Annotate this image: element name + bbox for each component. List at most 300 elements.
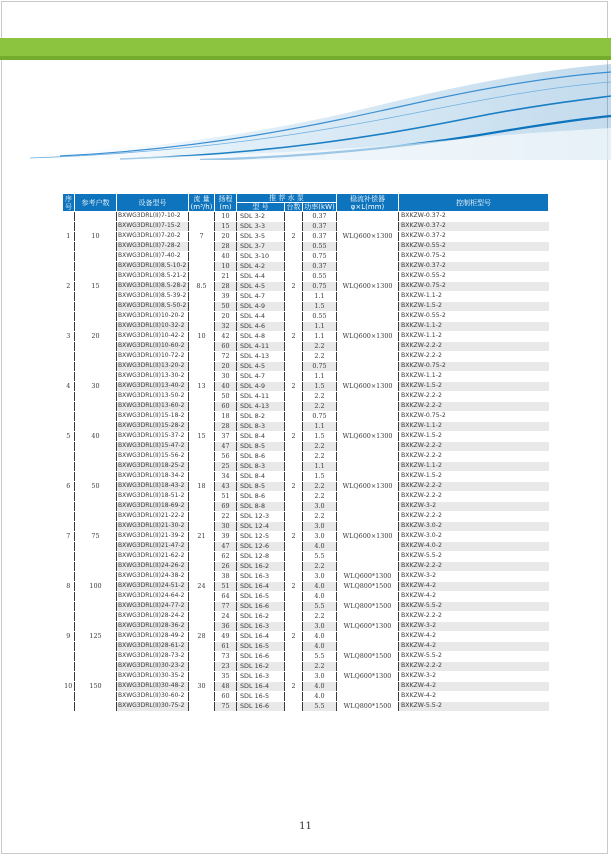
cell-head: 48 [215, 682, 237, 692]
cell-pump-type: SDL 12-4 [237, 522, 285, 532]
cell-households [75, 212, 117, 222]
cell-cabinet: BXKZW-1.5-2 [399, 472, 549, 482]
cell-model: BXWG3DRL(II)18-69-2 [117, 502, 189, 512]
cell-cabinet: BXKZW-0.75-2 [399, 412, 549, 422]
table-row [63, 472, 549, 482]
table-row [63, 512, 549, 522]
cell-flow [189, 552, 215, 562]
cell-seq [63, 562, 75, 572]
cell-head: 30 [215, 372, 237, 382]
cell-households [75, 252, 117, 262]
cell-flow [189, 242, 215, 252]
cell-pump-count: 2 [285, 432, 303, 442]
cell-pump-type: SDL 16-2 [237, 662, 285, 672]
cell-stabilizer [337, 222, 399, 232]
cell-seq [63, 502, 75, 512]
cell-flow: 13 [189, 382, 215, 392]
cell-pump-type: SDL 4-8 [237, 332, 285, 342]
cell-seq [63, 702, 75, 712]
cell-stabilizer [337, 542, 399, 552]
cell-cabinet: BXKZW-4-2 [399, 692, 549, 702]
cell-model: BXWG3DRL(II)13-40-2 [117, 382, 189, 392]
cell-stabilizer [337, 252, 399, 262]
cell-households [75, 312, 117, 322]
cell-pump-count [285, 462, 303, 472]
cell-seq [63, 462, 75, 472]
cell-flow: 30 [189, 682, 215, 692]
cell-pump-power: 5.5 [303, 602, 337, 612]
cell-pump-type: SDL 16-6 [237, 652, 285, 662]
cell-flow [189, 262, 215, 272]
cell-pump-count: 2 [285, 232, 303, 242]
cell-model: BXWG3DRL(II)7-10-2 [117, 212, 189, 222]
table-row [63, 622, 549, 632]
cell-cabinet: BXKZW-2.2-2 [399, 342, 549, 352]
cell-cabinet: BXKZW-2.2-2 [399, 562, 549, 572]
cell-pump-count [285, 542, 303, 552]
cell-stabilizer [337, 632, 399, 642]
cell-model: BXWG3DRL(II)28-49-2 [117, 632, 189, 642]
cell-cabinet: BXKZW-3-2 [399, 672, 549, 682]
cell-pump-power: 0.75 [303, 412, 337, 422]
cell-cabinet: BXKZW-2.2-2 [399, 392, 549, 402]
cell-households: 30 [75, 382, 117, 392]
cell-flow [189, 542, 215, 552]
cell-model: BXWG3DRL(II)13-50-2 [117, 392, 189, 402]
cell-cabinet: BXKZW-2.2-2 [399, 442, 549, 452]
cell-pump-power: 1.5 [303, 472, 337, 482]
cell-head: 62 [215, 552, 237, 562]
cell-pump-power: 1.1 [303, 292, 337, 302]
cell-seq [63, 252, 75, 262]
cell-seq [63, 402, 75, 412]
cell-pump-power: 2.2 [303, 662, 337, 672]
cell-households [75, 602, 117, 612]
cell-stabilizer [337, 502, 399, 512]
cell-seq [63, 662, 75, 672]
cell-pump-power: 0.75 [303, 282, 337, 292]
cell-seq [63, 272, 75, 282]
cell-pump-count: 2 [285, 632, 303, 642]
cell-head: 42 [215, 332, 237, 342]
cell-head: 50 [215, 302, 237, 312]
cell-stabilizer [337, 512, 399, 522]
cell-head: 39 [215, 532, 237, 542]
cell-seq [63, 492, 75, 502]
cell-pump-type: SDL 16-4 [237, 582, 285, 592]
cell-head: 36 [215, 622, 237, 632]
cell-flow: 10 [189, 332, 215, 342]
cell-cabinet: BXKZW-0.75-2 [399, 362, 549, 372]
cell-households: 150 [75, 682, 117, 692]
cell-pump-type: SDL 8-6 [237, 452, 285, 462]
cell-seq [63, 242, 75, 252]
table-row [63, 582, 549, 592]
cell-flow [189, 692, 215, 702]
cell-stabilizer: WLQ600×1300 [337, 332, 399, 342]
cell-model: BXWG3DRL(II)30-48-2 [117, 682, 189, 692]
cell-cabinet: BXKZW-2.2-2 [399, 662, 549, 672]
cell-model: BXWG3DRL(II)7-40-2 [117, 252, 189, 262]
table-row [63, 362, 549, 372]
table-row [63, 692, 549, 702]
cell-cabinet: BXKZW-1.1-2 [399, 422, 549, 432]
cell-households [75, 672, 117, 682]
cell-cabinet: BXKZW-4-2 [399, 642, 549, 652]
cell-pump-power: 2.2 [303, 352, 337, 362]
cell-stabilizer [337, 392, 399, 402]
cell-pump-count [285, 352, 303, 362]
cell-pump-type: SDL 8-3 [237, 462, 285, 472]
cell-households [75, 542, 117, 552]
product-table [62, 193, 548, 712]
header-cabinet: 控制柜型号 [399, 194, 549, 212]
cell-stabilizer [337, 682, 399, 692]
cell-stabilizer [337, 412, 399, 422]
cell-pump-type: SDL 4-13 [237, 402, 285, 412]
cell-stabilizer [337, 362, 399, 372]
table-row [63, 552, 549, 562]
cell-pump-count [285, 422, 303, 432]
cell-households [75, 322, 117, 332]
cell-model: BXWG3DRL(II)18-25-2 [117, 462, 189, 472]
cell-pump-count [285, 612, 303, 622]
cell-pump-power: 4.0 [303, 592, 337, 602]
cell-model: BXWG3DRL(II)8.5-50-2 [117, 302, 189, 312]
cell-pump-count [285, 502, 303, 512]
cell-model: BXWG3DRL(II)21-22-2 [117, 512, 189, 522]
cell-pump-type: SDL 3-5 [237, 232, 285, 242]
cell-pump-type: SDL 4-4 [237, 312, 285, 322]
cell-pump-type: SDL 4-5 [237, 362, 285, 372]
cell-pump-count [285, 452, 303, 462]
page-number: 11 [299, 821, 312, 832]
cell-model: BXWG3DRL(II)13-60-2 [117, 402, 189, 412]
cell-pump-count [285, 472, 303, 482]
cell-head: 32 [215, 322, 237, 332]
cell-pump-type: SDL 8-5 [237, 442, 285, 452]
cell-pump-count [285, 522, 303, 532]
cell-pump-type: SDL 4-5 [237, 282, 285, 292]
table-row [63, 432, 549, 442]
cell-pump-power: 1.1 [303, 332, 337, 342]
cell-head: 40 [215, 252, 237, 262]
cell-flow [189, 452, 215, 462]
cell-cabinet: BXKZW-5.5-2 [399, 652, 549, 662]
cell-model: BXWG3DRL(II)7-20-2 [117, 232, 189, 242]
cell-model: BXWG3DRL(II)24-26-2 [117, 562, 189, 572]
cell-seq [63, 672, 75, 682]
cell-flow: 28 [189, 632, 215, 642]
table-row [63, 262, 549, 272]
cell-seq [63, 692, 75, 702]
cell-pump-type: SDL 12-8 [237, 552, 285, 562]
cell-flow [189, 302, 215, 312]
cell-households [75, 462, 117, 472]
cell-seq [63, 452, 75, 462]
cell-pump-type: SDL 12-3 [237, 512, 285, 522]
cell-model: BXWG3DRL(II)8.5-28-2 [117, 282, 189, 292]
cell-seq [63, 522, 75, 532]
cell-pump-type: SDL 16-2 [237, 612, 285, 622]
cell-pump-type: SDL 16-3 [237, 622, 285, 632]
cell-model: BXWG3DRL(II)21-30-2 [117, 522, 189, 532]
table-row [63, 412, 549, 422]
cell-stabilizer [337, 272, 399, 282]
table-row [63, 222, 549, 232]
cell-pump-power: 0.55 [303, 272, 337, 282]
cell-head: 73 [215, 652, 237, 662]
cell-stabilizer: WLQ600×1300 [337, 532, 399, 542]
cell-seq [63, 292, 75, 302]
cell-flow [189, 662, 215, 672]
table-row [63, 442, 549, 452]
cell-seq [63, 542, 75, 552]
cell-seq: 2 [63, 282, 75, 292]
cell-households [75, 402, 117, 412]
cell-flow [189, 612, 215, 622]
cell-head: 39 [215, 292, 237, 302]
cell-pump-type: SDL 12-6 [237, 542, 285, 552]
cell-pump-power: 1.1 [303, 462, 337, 472]
cell-pump-count [285, 292, 303, 302]
cell-cabinet: BXKZW-1.1-2 [399, 322, 549, 332]
cell-households [75, 612, 117, 622]
cell-stabilizer: WLQ600×1300 [337, 382, 399, 392]
cell-pump-power: 0.37 [303, 262, 337, 272]
cell-households [75, 452, 117, 462]
cell-pump-type: SDL 4-4 [237, 272, 285, 282]
cell-flow: 18 [189, 482, 215, 492]
cell-pump-type: SDL 8-4 [237, 472, 285, 482]
cell-pump-power: 3.0 [303, 532, 337, 542]
cell-seq [63, 472, 75, 482]
cell-flow [189, 652, 215, 662]
cell-pump-count: 2 [285, 482, 303, 492]
cell-pump-type: SDL 4-2 [237, 262, 285, 272]
table-row [63, 632, 549, 642]
cell-cabinet: BXKZW-1.5-2 [399, 432, 549, 442]
cell-cabinet: BXKZW-0.75-2 [399, 252, 549, 262]
table-row [63, 652, 549, 662]
cell-stabilizer [337, 552, 399, 562]
cell-pump-type: SDL 3-3 [237, 222, 285, 232]
cell-seq: 1 [63, 232, 75, 242]
cell-seq [63, 572, 75, 582]
cell-pump-type: SDL 16-6 [237, 702, 285, 712]
cell-households [75, 642, 117, 652]
cell-model: BXWG3DRL(II)21-39-2 [117, 532, 189, 542]
cell-flow [189, 492, 215, 502]
cell-head: 28 [215, 242, 237, 252]
cell-flow [189, 572, 215, 582]
cell-model: BXWG3DRL(II)28-73-2 [117, 652, 189, 662]
cell-head: 24 [215, 612, 237, 622]
cell-head: 56 [215, 452, 237, 462]
cell-pump-type: SDL 16-4 [237, 682, 285, 692]
cell-model: BXWG3DRL(II)15-37-2 [117, 432, 189, 442]
cell-pump-power: 4.0 [303, 692, 337, 702]
cell-cabinet: BXKZW-4-2 [399, 592, 549, 602]
cell-head: 20 [215, 232, 237, 242]
cell-households: 10 [75, 232, 117, 242]
cell-cabinet: BXKZW-1.1-2 [399, 372, 549, 382]
cell-pump-power: 2.2 [303, 482, 337, 492]
cell-flow [189, 292, 215, 302]
cell-seq [63, 422, 75, 432]
cell-flow [189, 372, 215, 382]
cell-pump-power: 1.5 [303, 302, 337, 312]
cell-head: 10 [215, 262, 237, 272]
cell-stabilizer [337, 322, 399, 332]
cell-head: 15 [215, 222, 237, 232]
cell-households: 100 [75, 582, 117, 592]
cell-flow [189, 602, 215, 612]
cell-seq [63, 392, 75, 402]
cell-flow: 8.5 [189, 282, 215, 292]
cell-model: BXWG3DRL(II)24-38-2 [117, 572, 189, 582]
cell-head: 40 [215, 382, 237, 392]
cell-seq [63, 362, 75, 372]
cell-pump-count: 2 [285, 282, 303, 292]
cell-stabilizer: WLQ600×1300 [337, 232, 399, 242]
cell-model: BXWG3DRL(II)24-51-2 [117, 582, 189, 592]
cell-stabilizer [337, 592, 399, 602]
cell-flow [189, 402, 215, 412]
header-model: 设备型号 [117, 194, 189, 212]
cell-stabilizer [337, 422, 399, 432]
cell-pump-type: SDL 3-10 [237, 252, 285, 262]
cell-stabilizer: WLQ800*1500 [337, 652, 399, 662]
header-stabilizer: 稳流补偿器 φ×L(mm) [337, 194, 399, 212]
cell-pump-power: 2.2 [303, 512, 337, 522]
cell-stabilizer [337, 562, 399, 572]
header-pump-type: 型 号 [237, 203, 285, 212]
cell-stabilizer: WLQ600*1300 [337, 672, 399, 682]
header-green-band [0, 38, 611, 60]
cell-model: BXWG3DRL(II)18-51-2 [117, 492, 189, 502]
cell-seq [63, 372, 75, 382]
cell-head: 43 [215, 482, 237, 492]
table-row [63, 602, 549, 612]
cell-seq: 3 [63, 332, 75, 342]
cell-cabinet: BXKZW-0.37-2 [399, 222, 549, 232]
cell-households [75, 372, 117, 382]
cell-cabinet: BXKZW-3-2 [399, 502, 549, 512]
cell-model: BXWG3DRL(II)28-36-2 [117, 622, 189, 632]
cell-pump-count: 2 [285, 332, 303, 342]
cell-seq [63, 442, 75, 452]
cell-seq: 9 [63, 632, 75, 642]
header-pump-power: 功率(kW) [304, 203, 335, 211]
cell-model: BXWG3DRL(II)8.5-10-2 [117, 262, 189, 272]
cell-pump-count [285, 602, 303, 612]
cell-model: BXWG3DRL(II)8.5-21-2 [117, 272, 189, 282]
cell-pump-count [285, 342, 303, 352]
cell-households [75, 522, 117, 532]
cell-model: BXWG3DRL(II)18-34-2 [117, 472, 189, 482]
table-row [63, 372, 549, 382]
cell-cabinet: BXKZW-1.5-2 [399, 302, 549, 312]
cell-households [75, 502, 117, 512]
cell-pump-count [285, 692, 303, 702]
cell-stabilizer: WLQ600*1300 [337, 572, 399, 582]
cell-pump-type: SDL 16-5 [237, 592, 285, 602]
cell-stabilizer: WLQ800*1500 [337, 582, 399, 592]
cell-households [75, 352, 117, 362]
cell-pump-power: 3.0 [303, 522, 337, 532]
cell-pump-count [285, 492, 303, 502]
cell-stabilizer [337, 292, 399, 302]
cell-households [75, 702, 117, 712]
cell-seq [63, 592, 75, 602]
cell-stabilizer [337, 472, 399, 482]
table-row [63, 562, 549, 572]
cell-model: BXWG3DRL(II)15-56-2 [117, 452, 189, 462]
cell-pump-power: 5.5 [303, 552, 337, 562]
cell-pump-power: 2.2 [303, 392, 337, 402]
table-row [63, 532, 549, 542]
cell-cabinet: BXKZW-1.5-2 [399, 382, 549, 392]
cell-model: BXWG3DRL(II)10-72-2 [117, 352, 189, 362]
header-wave-graphic [0, 60, 611, 160]
cell-stabilizer [337, 692, 399, 702]
cell-pump-count [285, 312, 303, 322]
cell-pump-power: 3.0 [303, 622, 337, 632]
cell-head: 21 [215, 272, 237, 282]
table-row [63, 252, 549, 262]
cell-pump-count: 2 [285, 532, 303, 542]
cell-head: 18 [215, 412, 237, 422]
cell-flow [189, 472, 215, 482]
table-row [63, 292, 549, 302]
cell-pump-count [285, 412, 303, 422]
cell-households [75, 242, 117, 252]
header-households: 参考户数 [75, 194, 117, 212]
table-row [63, 242, 549, 252]
cell-pump-count [285, 552, 303, 562]
cell-households [75, 662, 117, 672]
cell-model: BXWG3DRL(II)10-60-2 [117, 342, 189, 352]
cell-seq: 5 [63, 432, 75, 442]
cell-head: 72 [215, 352, 237, 362]
cell-pump-type: SDL 16-4 [237, 632, 285, 642]
cell-stabilizer [337, 262, 399, 272]
cell-pump-power: 3.0 [303, 672, 337, 682]
cell-seq [63, 322, 75, 332]
cell-stabilizer [337, 492, 399, 502]
cell-flow: 21 [189, 532, 215, 542]
cell-households [75, 692, 117, 702]
cell-pump-type: SDL 16-2 [237, 562, 285, 572]
cell-pump-count [285, 702, 303, 712]
cell-flow [189, 592, 215, 602]
table-row [63, 592, 549, 602]
cell-households [75, 622, 117, 632]
cell-head: 60 [215, 692, 237, 702]
cell-model: BXWG3DRL(II)30-60-2 [117, 692, 189, 702]
cell-head: 37 [215, 432, 237, 442]
cell-households [75, 222, 117, 232]
cell-flow [189, 422, 215, 432]
cell-pump-type: SDL 4-13 [237, 352, 285, 362]
cell-stabilizer [337, 522, 399, 532]
cell-model: BXWG3DRL(II)15-47-2 [117, 442, 189, 452]
cell-cabinet: BXKZW-4.0-2 [399, 542, 549, 552]
cell-head: 75 [215, 702, 237, 712]
cell-cabinet: BXKZW-1.1-2 [399, 292, 549, 302]
cell-pump-power: 2.2 [303, 612, 337, 622]
